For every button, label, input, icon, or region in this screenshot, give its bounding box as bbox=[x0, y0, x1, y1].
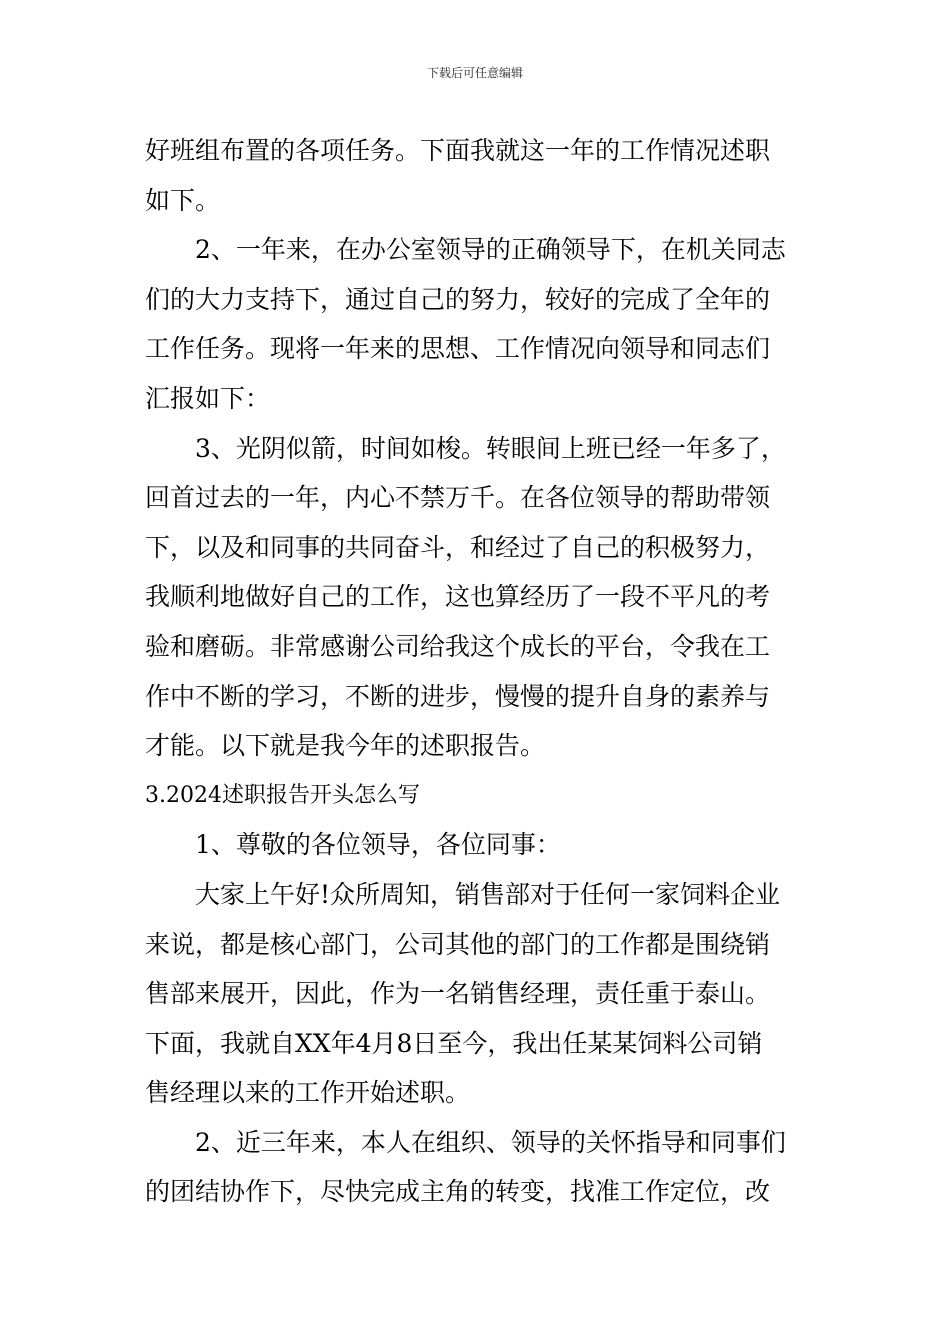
text-line: 们的大力支持下，通过自己的努力，较好的完成了全年的 bbox=[145, 284, 771, 314]
text-line: 工作任务。现将一年来的思想、工作情况向领导和同志们 bbox=[145, 334, 771, 364]
text-line: 作中不断的学习，不断的进步，慢慢的提升自身的素养与 bbox=[145, 681, 771, 711]
section-heading: 3.2024述职报告开头怎么写 bbox=[145, 782, 420, 808]
text-line: 才能。以下就是我今年的述职报告。 bbox=[145, 731, 546, 761]
text-line: 3、光阴似箭，时间如梭。转眼间上班已经一年多了， bbox=[195, 433, 786, 463]
text-line: 2、一年来，在办公室领导的正确领导下，在机关同志 bbox=[195, 235, 786, 265]
text-line: 的团结协作下，尽快完成主角的转变，找准工作定位，改 bbox=[145, 1177, 771, 1207]
text-line: 汇报如下： bbox=[145, 383, 271, 413]
text-line: 大家上午好!众所周知，销售部对于任何一家饲料企业 bbox=[195, 879, 781, 909]
text-line: 如下。 bbox=[145, 185, 221, 215]
text-line: 下，以及和同事的共同奋斗，和经过了自己的积极努力， bbox=[145, 532, 771, 562]
text-line: 回首过去的一年，内心不禁万千。在各位领导的帮助带领 bbox=[145, 483, 771, 513]
text-line: 验和磨砺。非常感谢公司给我这个成长的平台，令我在工 bbox=[145, 631, 771, 661]
document-body bbox=[145, 126, 810, 1217]
text-line: 来说，都是核心部门，公司其他的部门的工作都是围绕销 bbox=[145, 929, 771, 959]
text-line: 下面，我就自XX年4月8日至今，我出任某某饲料公司销 bbox=[145, 1028, 763, 1058]
page-header: 下载后可任意编辑 bbox=[426, 66, 523, 80]
text-line: 售部来展开，因此，作为一名销售经理，责任重于泰山。 bbox=[145, 979, 771, 1009]
text-line: 售经理以来的工作开始述职。 bbox=[145, 1078, 471, 1108]
text-line: 2、近三年来，本人在组织、领导的关怀指导和同事们 bbox=[195, 1127, 786, 1157]
text-line: 好班组布置的各项任务。下面我就这一年的工作情况述职 bbox=[145, 136, 771, 165]
text-line: 我顺利地做好自己的工作，这也算经历了一段不平凡的考 bbox=[145, 582, 771, 612]
text-line: 1、尊敬的各位领导，各位同事： bbox=[195, 830, 561, 860]
